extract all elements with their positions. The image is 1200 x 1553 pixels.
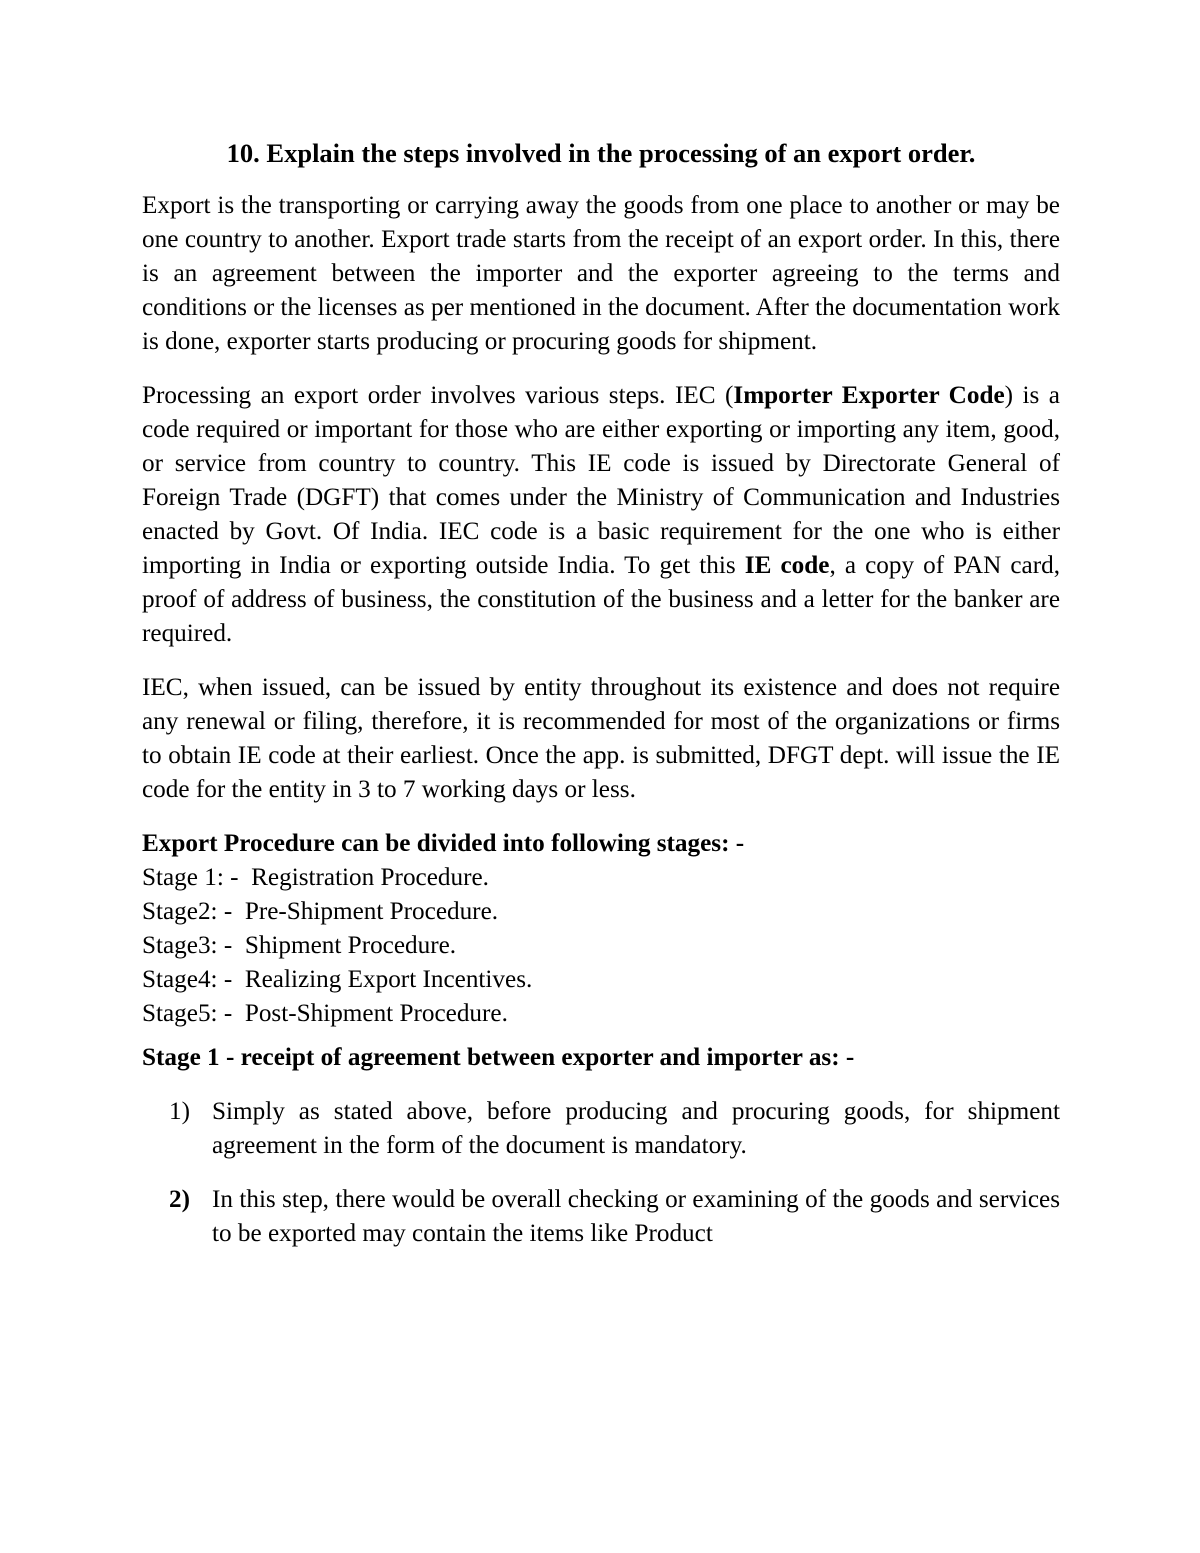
paragraph-text: Processing an export order involves various steps. IEC ( <box>142 382 734 409</box>
list-item <box>142 1095 1060 1163</box>
paragraph-text: , a copy of PAN card, proof of address of business, the constitution of the business and a letter for the banker are required. <box>142 552 1060 647</box>
page-title: 10. Explain the steps involved in the processing of an export order. <box>226 138 976 168</box>
paragraph-export-definition: Export is the transporting or carrying away the goods from one place to another or may be one country to another. Export trade starts from the receipt of an export order. In this, there is an agreement between the importer and the exporter agreeing to the terms and conditions or the licenses as per mentioned in the document. After the documentation work is done, exporter starts producing or procuring goods for shipment. <box>142 192 1060 355</box>
stage-line: Stage3: - Shipment Procedure. <box>142 932 457 959</box>
steps-list <box>142 1095 1060 1251</box>
stage1-heading: Stage 1 - receipt of agreement between exporter and importer as: - <box>142 1044 855 1071</box>
list-item-text: Simply as stated above, before producing and procuring goods, for shipment agreement in the form of the document is mandatory. <box>212 1098 1060 1159</box>
stage-line: Stage2: - Pre-Shipment Procedure. <box>142 898 499 925</box>
bold-term-ie-code: IE code <box>744 552 830 579</box>
stage-line: Stage5: - Post-Shipment Procedure. <box>142 1000 508 1027</box>
stages-heading: Export Procedure can be divided into following stages: - <box>142 830 745 857</box>
list-item-number: 1) <box>169 1098 190 1125</box>
document-page <box>142 136 1060 1271</box>
paragraph-text: ) is a code required or important for those who are either exporting or importing any item, good, or service from country to country. This IE code is issued by Directorate General of Foreign Trade (DGFT) that comes under the Ministry of Communication and Industries enacted by Govt. Of India. IEC code is a basic requirement for the one who is either importing in India or exporting outside India. To get this <box>142 382 1060 579</box>
paragraph-iec-processing <box>142 379 1060 651</box>
list-item <box>142 1183 1060 1251</box>
stage-line: Stage4: - Realizing Export Incentives. <box>142 966 533 993</box>
bold-term-importer-exporter-code: Importer Exporter Code <box>733 382 1005 409</box>
list-item-text: In this step, there would be overall checking or examining of the goods and services to be exported may contain the items like Product <box>212 1186 1060 1247</box>
list-item-number: 2) <box>169 1186 190 1213</box>
paragraph-iec-issuance: IEC, when issued, can be issued by entity throughout its existence and does not require any renewal or filing, therefore, it is recommended for most of the organizations or firms to obtain IE code at their earliest. Once the app. is submitted, DFGT dept. will issue the IE code for the entity in 3 to 7 working days or less. <box>142 674 1060 803</box>
stage-line: Stage 1: - Registration Procedure. <box>142 864 489 891</box>
